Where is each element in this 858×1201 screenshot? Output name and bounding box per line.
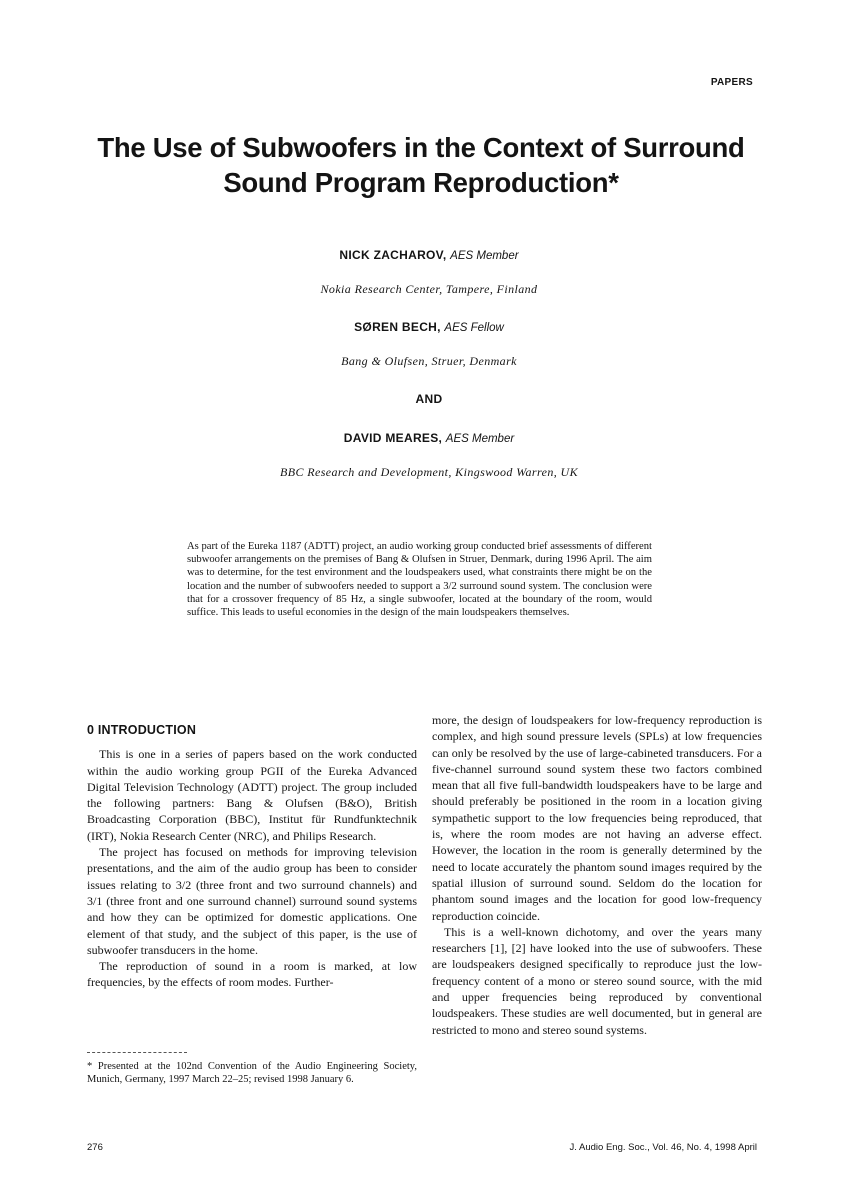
author-1: [0, 248, 858, 262]
body-paragraph: more, the design of loudspeakers for low-frequency reproduction is complex, and high sound pressure levels (SPLs) at low frequencies can only be resolved by the use of large-cabineted transducers. For a five-channel surround sound system these two factors combined mean that all five full-bandwidth loudspeakers have to be large and should preferably be positioned in the room in a location giving sympathetic support to the low frequencies being reproduced, that is, where the room modes are not having an adverse effect. However, the location in the room is generally determined by the need to locate accurately the phantom sound images required by the spatial illusion of surround sound. Seldom do the location for phantom sound images and the location for good low-frequency reproduction coincide.: [432, 713, 762, 923]
section-heading-introduction: 0 INTRODUCTION: [87, 723, 197, 737]
author-3-affiliation: BBC Research and Development, Kingswood Warren, UK: [280, 465, 578, 479]
author-1-name: NICK ZACHAROV,: [339, 248, 447, 262]
footnote-divider: [87, 1052, 187, 1053]
title-line-2: Sound Program Reproduction*: [223, 167, 619, 198]
author-3-name: DAVID MEARES,: [343, 431, 443, 445]
body-paragraph: This is a well-known dichotomy, and over the years many researchers [1], [2] have looked into the use of subwoofers. These are loudspeakers designed specifically to reproduce just the low-frequency content of a mono or stereo sound source, with the mid and upper frequencies being reproduced by conventional loudspeakers. These studies are well documented, but in general are restricted to mono and stereo sound systems.: [432, 924, 762, 1037]
journal-reference: J. Audio Eng. Soc., Vol. 46, No. 4, 1998 April: [569, 1142, 757, 1153]
title-line-1: The Use of Subwoofers in the Context of Surround: [97, 132, 745, 163]
author-2-affiliation: Bang & Olufsen, Struer, Denmark: [341, 354, 517, 368]
author-3: [0, 431, 858, 445]
body-paragraph: The reproduction of sound in a room is marked, at low frequencies, by the effects of room modes. Further-: [87, 959, 417, 990]
author-3-role: AES Member: [445, 433, 515, 445]
author-2: [0, 320, 858, 334]
body-paragraph: The project has focused on methods for improving television presentations, and the aim of the audio group has been to consider issues relating to 3/2 (three front and two surround channels) and 3/1 (three front and one surround channel) surround sound systems and how they can be optimized for domestic applications. One element of that study, and the subject of this paper, is the use of subwoofer transducers in the home.: [87, 845, 417, 957]
body-column-right: [432, 712, 762, 1038]
body-column-left: [87, 712, 417, 991]
paper-title: [60, 130, 782, 200]
author-1-role: AES Member: [450, 250, 519, 262]
abstract: As part of the Eureka 1187 (ADTT) project, an audio working group conducted brief assessments of different subwoofer arrangements on the premises of Bang & Olufsen in Struer, Denmark, during 1996 April. The aim was to determine, for the test environment and the loudspeakers used, what constraints there might be on the location and the number of subwoofers needed to support a 3/2 surround sound system. The conclusion were that for a crossover frequency of 85 Hz, a single subwoofer, located at the boundary of the room, would suffice. This leads to useful economies in the design of the main loudspeakers themselves.: [187, 541, 652, 619]
footnote: * Presented at the 102nd Convention of the Audio Engineering Society, Munich, Germany, 1997 March 22–25; revised 1998 January 6.: [87, 1061, 417, 1085]
body-paragraph: This is one in a series of papers based on the work conducted within the audio working group PGII of the Eureka Advanced Digital Television Technology (ADTT) project. The group included the following partners: Bang & Olufsen (B&O), British Broadcasting Corporation (BBC), Institut für Rundfunktechnik (IRT), Nokia Research Center (NRC), and Philips Research.: [87, 747, 417, 843]
author-2-name: SØREN BECH,: [354, 320, 441, 334]
author-1-affiliation: Nokia Research Center, Tampere, Finland: [320, 282, 538, 296]
and-separator: AND: [415, 392, 443, 406]
author-2-role: AES Fellow: [444, 322, 504, 334]
section-label: PAPERS: [710, 77, 753, 88]
page-number: 276: [87, 1142, 103, 1153]
